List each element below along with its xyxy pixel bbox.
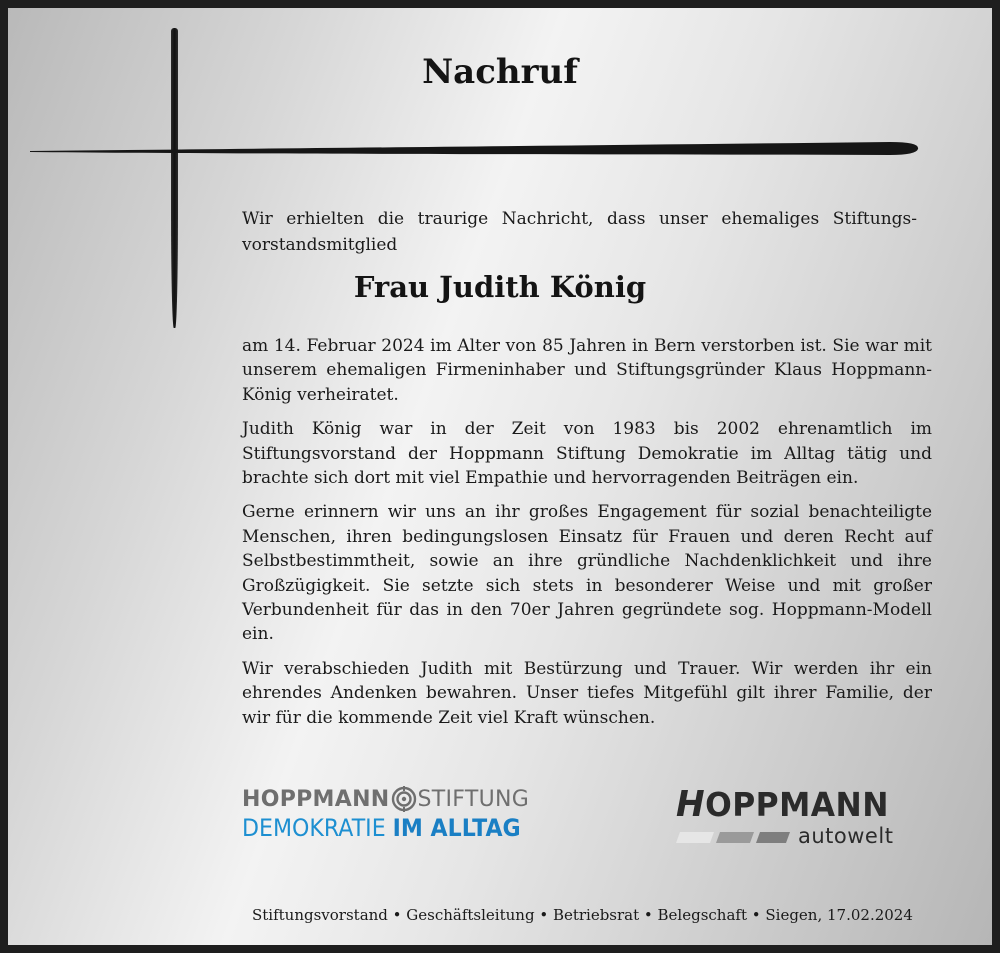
logo-stripes (678, 832, 788, 843)
paragraph: Gerne erinnern wir uns an ihr großes Engagement für sozial benachteiligte Menschen, ihren bedingungslosen Einsatz für Frauen und deren Recht auf Selbstbestimmtheit, sowie an ihre gründliche Nachdenklichkeit und ihre Großzügigkeit. Sie setzte sich stets in besonderer Weise und mit großer Verbundenheit für das in den 70er Jahren gegründete sog. Hoppmann-Modell ein. (242, 502, 932, 645)
notice-title: Nachruf (422, 52, 578, 92)
signatories-footer: Stiftungsvorstand • Geschäftsleitung • Betriebsrat • Belegschaft • Siegen, 17.02.2024 (252, 906, 913, 924)
logo-brand-rest: OPPMANN (705, 785, 889, 824)
logo-stripe (716, 832, 754, 843)
logo-word-stiftung: STIFTUNG (417, 786, 530, 812)
logo-word-im-alltag: IM ALLTAG (392, 814, 521, 842)
intro-text (242, 206, 917, 258)
paragraph: am 14. Februar 2024 im Alter von 85 Jahren in Bern verstorben ist. Sie war mit unserem ehemaligen Firmeninhaber und Stiftungsgründer Klaus Hoppmann-König verheiratet. (242, 336, 932, 405)
logo-word-demokratie: DEMOKRATIE (242, 814, 393, 842)
hoppmann-stiftung-logo (242, 786, 542, 842)
target-ring-icon (391, 786, 417, 812)
logo-subtitle-autowelt: autowelt (798, 824, 894, 848)
obituary-body (242, 334, 932, 740)
cross-horizontal-beam (30, 139, 920, 159)
intro-line-1: Wir erhielten die traurige Nachricht, dass unser ehemaliges Stiftungs- (242, 209, 917, 229)
intro-line-2: vorstandsmitglied (242, 235, 398, 255)
paragraph: Wir verabschieden Judith mit Bestürzung und Trauer. Wir werden ihr ein ehrendes Andenken bewahren. Unser tiefes Mitgefühl gilt ihrer Familie, der wir für die kommende Zeit viel Kraft wünschen. (242, 658, 932, 728)
hoppmann-autowelt-logo (676, 784, 926, 848)
logo-stripe (676, 832, 714, 843)
logo-stripe (756, 832, 790, 843)
paragraph: Judith König war in der Zeit von 1983 bis 2002 ehrenamtlich im Stiftungsvorstand der Hoppmann Stiftung Demokratie im Alltag tätig und brachte sich dort mit viel Empathie und hervorragenden Beiträgen ein. (242, 419, 932, 489)
logo-initial-h: H (676, 784, 706, 825)
deceased-name: Frau Judith König (353, 270, 647, 304)
logo-word-hoppmann: HOPPMANN (242, 786, 390, 812)
